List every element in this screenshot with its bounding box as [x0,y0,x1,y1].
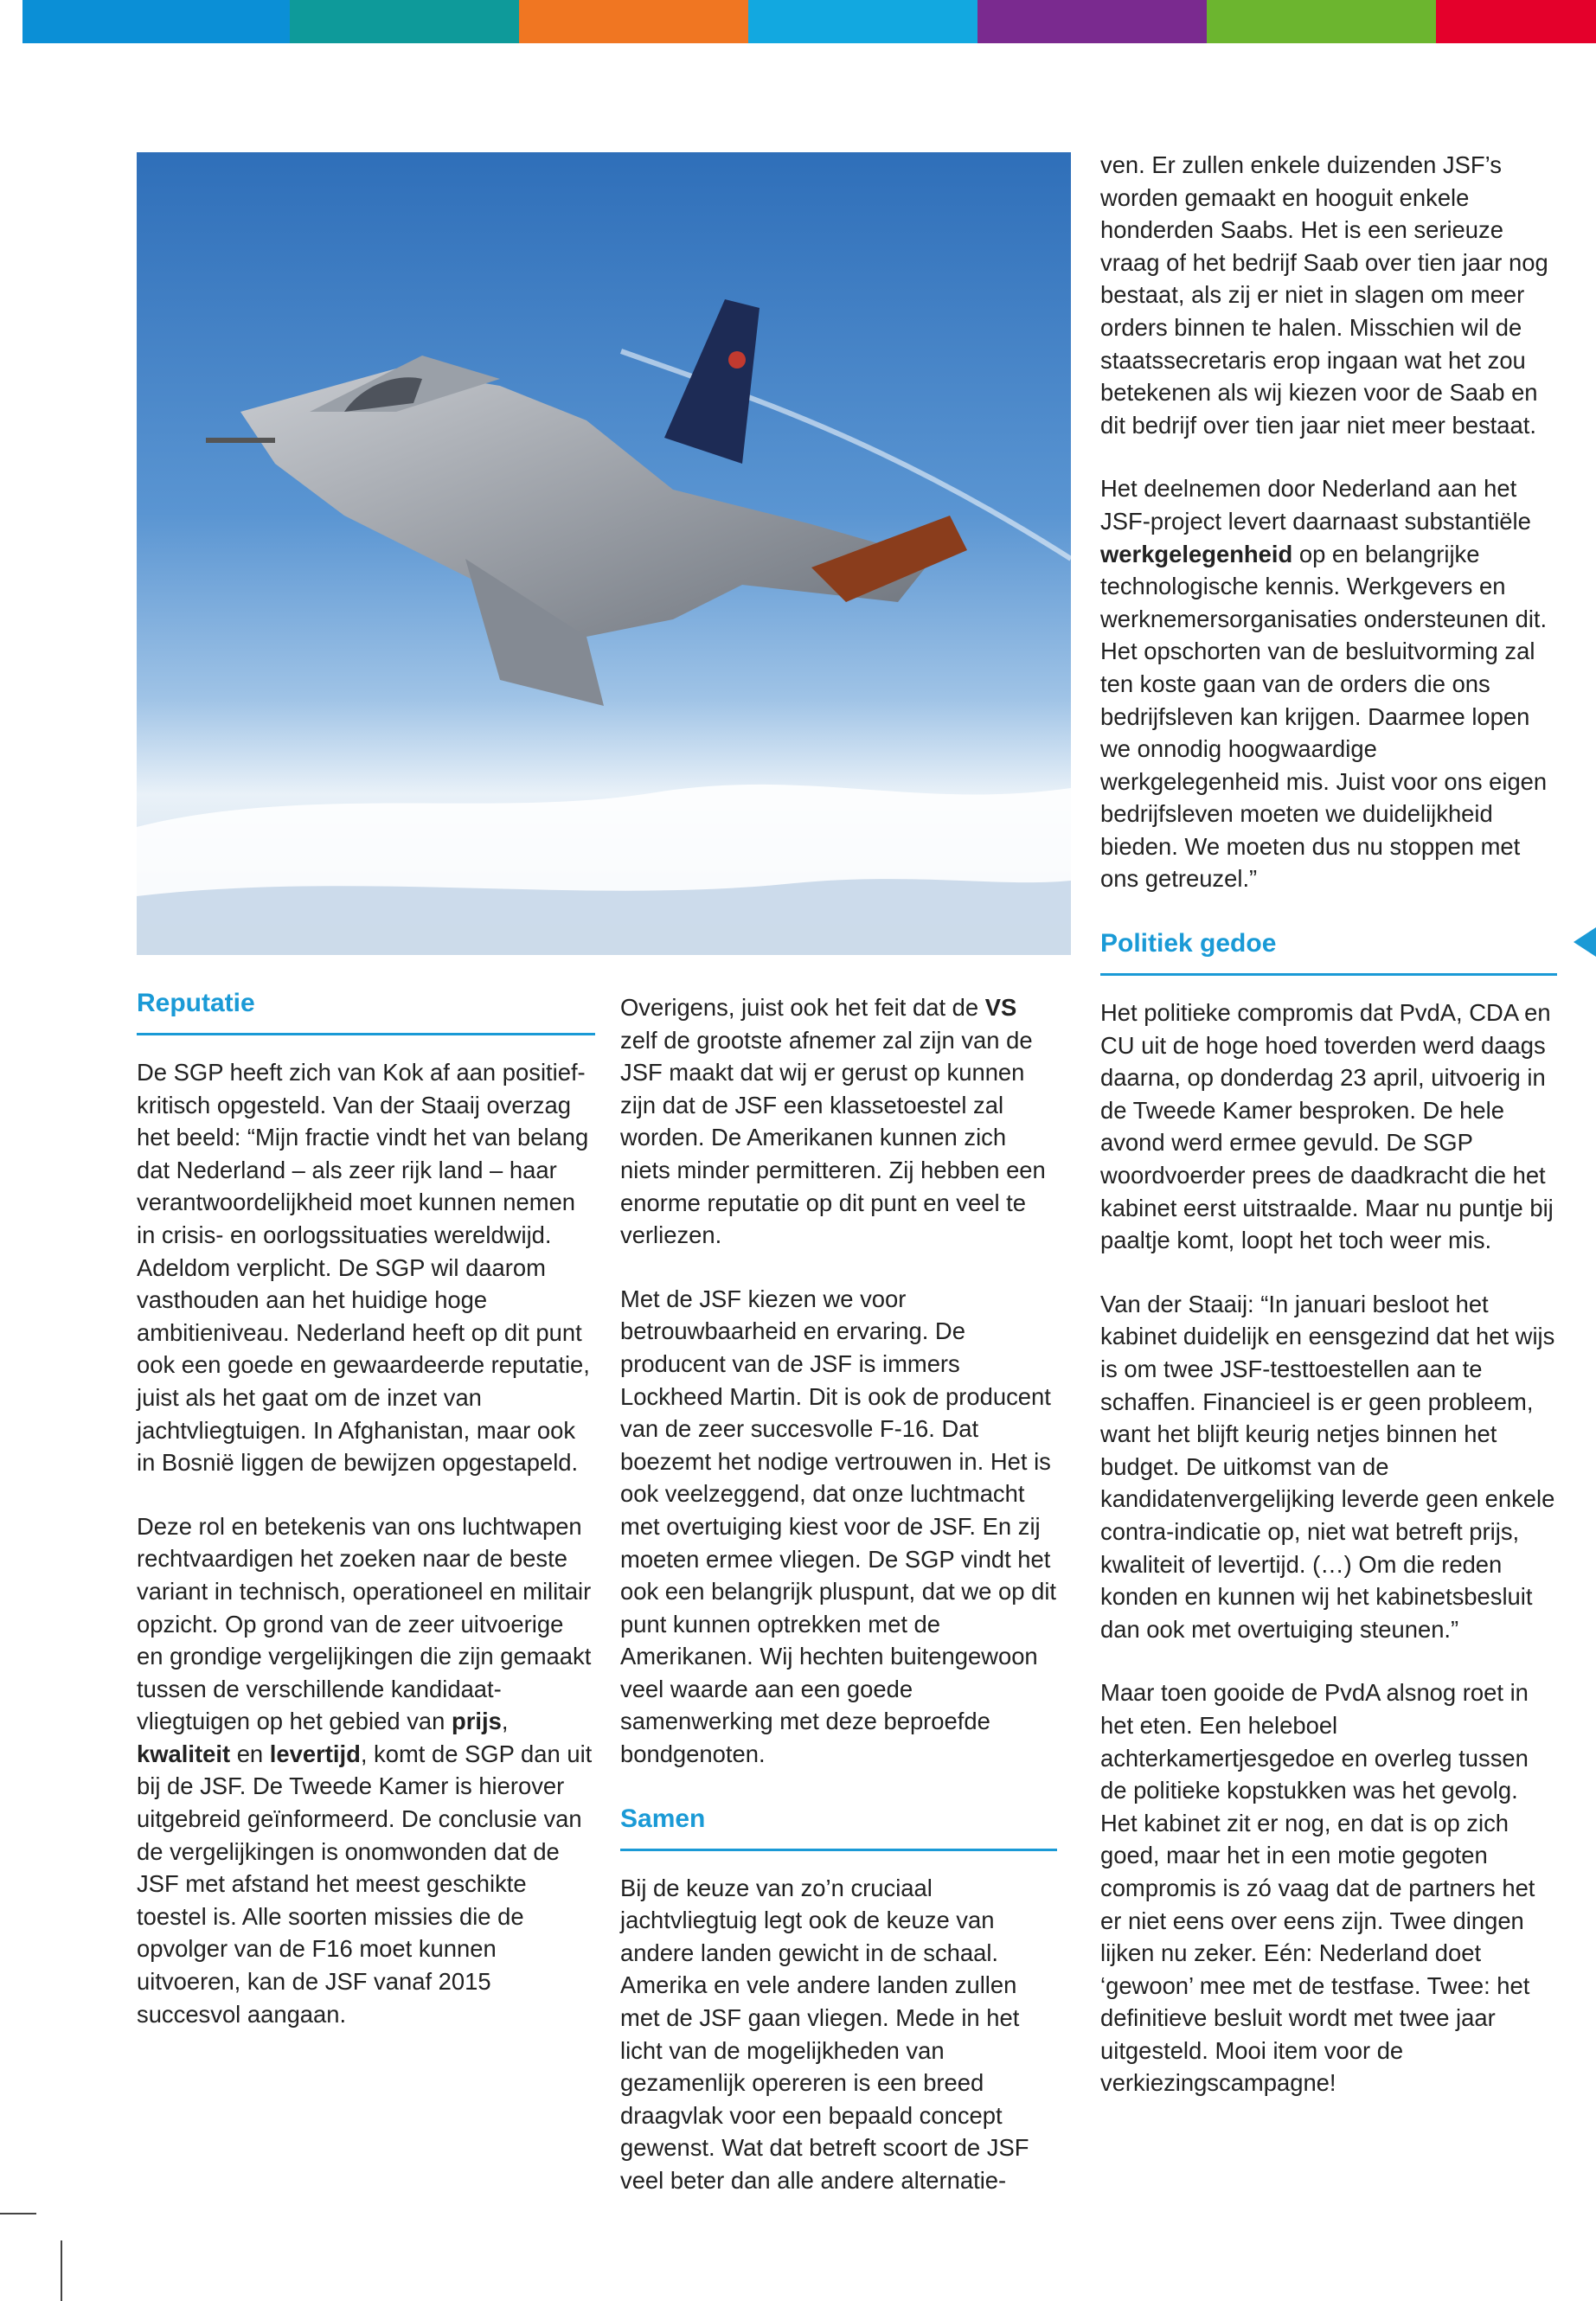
paragraph: Bij de keuze van zo’n cruciaal jachtvliegtuig legt ook de keuze van andere landen gewicht in de schaal. Amerika en vele andere landen zullen met de JSF gaan vliegen. Mede in het licht van de mogelijkheden van gezamenlijk opereren is een breed draagvlak voor een bepaald concept gewenst. Wat dat betreft scoort de JSF veel beter dan alle andere alternatie- [620,1874,1029,2194]
color-bar-segment [977,0,1207,43]
triangle-left-icon [1574,927,1596,957]
paragraph: Overigens, juist ook het feit dat de VS zelf de grootste afnemer zal zijn van de JSF maakt dat wij er gerust op kunnen zijn dat de JSF een klassetoestel zal worden. De Amerikanen kunnen zich niets minder permitteren. Zij hebben een enorme reputatie op dit punt en veel te verliezen. [620,994,1046,1249]
paragraph: Het deelnemen door Nederland aan het JSF-project levert daarnaast substantiële werkgelegenheid op en belangrijke technologische kennis. Werkgevers en werknemersorganisaties ondersteunen dit. Het opschorten van de besluitvorming zal ten koste gaan van de orders die ons bedrijfsleven kan krijgen. Daarmee lopen we onnodig hoogwaardige werkgelegenheid mis. Juist voor ons eigen bedrijfsleven moeten we duidelijkheid bieden. We moeten dus nu stoppen met ons getreuzel.” [1100,475,1548,893]
article-column-left [137,986,595,2030]
crop-mark [0,2213,36,2214]
crop-mark [61,2240,62,2301]
section-politiek-gedoe [1100,926,1557,976]
color-bar-segment [290,0,519,43]
paragraph: De SGP heeft zich van Kok af aan positief-kritisch opgesteld. Van der Staaij overzag het beeld: “Mijn fractie vindt het van belang dat Nederland – als zeer rijk land – haar verantwoordelijkheid moet kunnen nemen in crisis- en oorlogssituaties wereldwijd. Adeldom verplicht. De SGP wil daarom vasthouden aan het huidige hoge ambitieniveau. Nederland heeft op dit punt ook een goede en gewaardeerde reputatie, juist als het gaat om de inzet van jachtvliegtuigen. In Afghanistan, maar ook in Bosnië liggen de bewijzen opgestapeld. [137,1059,590,1477]
section-samen [620,1802,1057,1851]
color-bar-segment [1436,0,1596,43]
section-heading: Samen [620,1802,1057,1851]
section-heading: Politiek gedoe [1100,926,1557,976]
color-bar-segment [748,0,977,43]
paragraph: Met de JSF kiezen we voor betrouwbaarheid en ervaring. De producent van de JSF is immers Lockheed Martin. Dit is ook de producent van de zeer succesvolle F-16. Dat boezemt het nodige vertrouwen in. Het is ook veelzeggend, dat onze luchtmacht met overtuiging kiest voor de JSF. En zij moeten ermee vliegen. De SGP vindt het ook een belangrijk pluspunt, dat we op dit punt kunnen optrekken met de Amerikanen. Wij hechten buitengewoon veel waarde aan een goede samenwerking met deze beproefde bondgenoten. [620,1285,1057,1768]
paragraph: Maar toen gooide de PvdA alsnog roet in het eten. Een heleboel achterkamertjesgedoe en overleg tussen de politieke kopstukken was het gevolg. Het kabinet zit er nog, en dat is op zich goed, maar het in een motie gegoten compromis is zó vaag dat de partners het er niet eens over eens zijn. Twee dingen lijken nu zeker. Eén: Nederland doet ‘gewoon’ mee met de testfase. Twee: het definitieve besluit wordt met twee jaar uitgesteld. Mooi item voor de verkiezingscampagne! [1100,1679,1535,2097]
section-heading: Reputatie [137,986,595,1035]
paragraph: Van der Staaij: “In januari besloot het kabinet duidelijk en eensgezind dat het wijs is om twee JSF-testtoestellen aan te schaffen. Financieel is er geen probleem, want het blijft keurig netjes binnen het budget. De uitkomst van de kandidatenvergelijking leverde geen enkele contra-indicatie op, niet wat betreft prijs, kwaliteit of levertijd. (…) Om die reden konden en kunnen wij het kabinetsbesluit dan ook met overtuiging steunen.” [1100,1290,1555,1643]
article-column-middle [620,991,1057,2197]
fighter-jet-illustration [137,152,1071,955]
color-bar-segment [519,0,748,43]
paragraph: ven. Er zullen enkele duizenden JSF’s worden gemaakt en hooguit enkele honderden Saabs. Het is een serieuze vraag of het bedrijf Saab over tien jaar nog bestaat, als zij er niet in slagen om meer orders binnen te halen. Misschien wil de staatssecretaris erop ingaan wat het zou betekenen als wij kiezen voor de Saab en dit bedrijf over tien jaar niet meer bestaat. [1100,151,1548,439]
paragraph: Deze rol en betekenis van ons luchtwapen rechtvaardigen het zoeken naar de beste variant in technisch, operationeel en militair opzicht. Op grond van de zeer uitvoerige en grondige vergelijkingen die zijn gemaakt tussen de verschillende kandidaat-vliegtuigen op het gebied van prijs, kwaliteit en levertijd, komt de SGP dan uit bij de JSF. De Tweede Kamer is hierover uitgebreid geïnformeerd. De conclusie van de vergelijkingen is onomwonden dat de JSF met afstand het meest geschikte toestel is. Alle soorten missies die de opvolger van de F16 moet kunnen uitvoeren, kan de JSF vanaf 2015 succesvol aangaan. [137,1512,593,2028]
color-bar-segment [1207,0,1436,43]
paragraph: Het politieke compromis dat PvdA, CDA en CU uit de hoge hoed toverden werd daags daarna, op donderdag 23 april, uitvoerig in de Tweede Kamer besproken. De hele avond werd ermee gevuld. De SGP woordvoerder prees de daadkracht die het kabinet eerst uitstraalde. Maar nu puntje bij paaltje komt, loopt het toch weer mis. [1100,999,1554,1254]
article-column-right-top [1100,149,1557,2099]
color-bar-segment [22,0,290,43]
color-bar [22,0,1596,43]
fighter-jet-photo [137,152,1071,955]
